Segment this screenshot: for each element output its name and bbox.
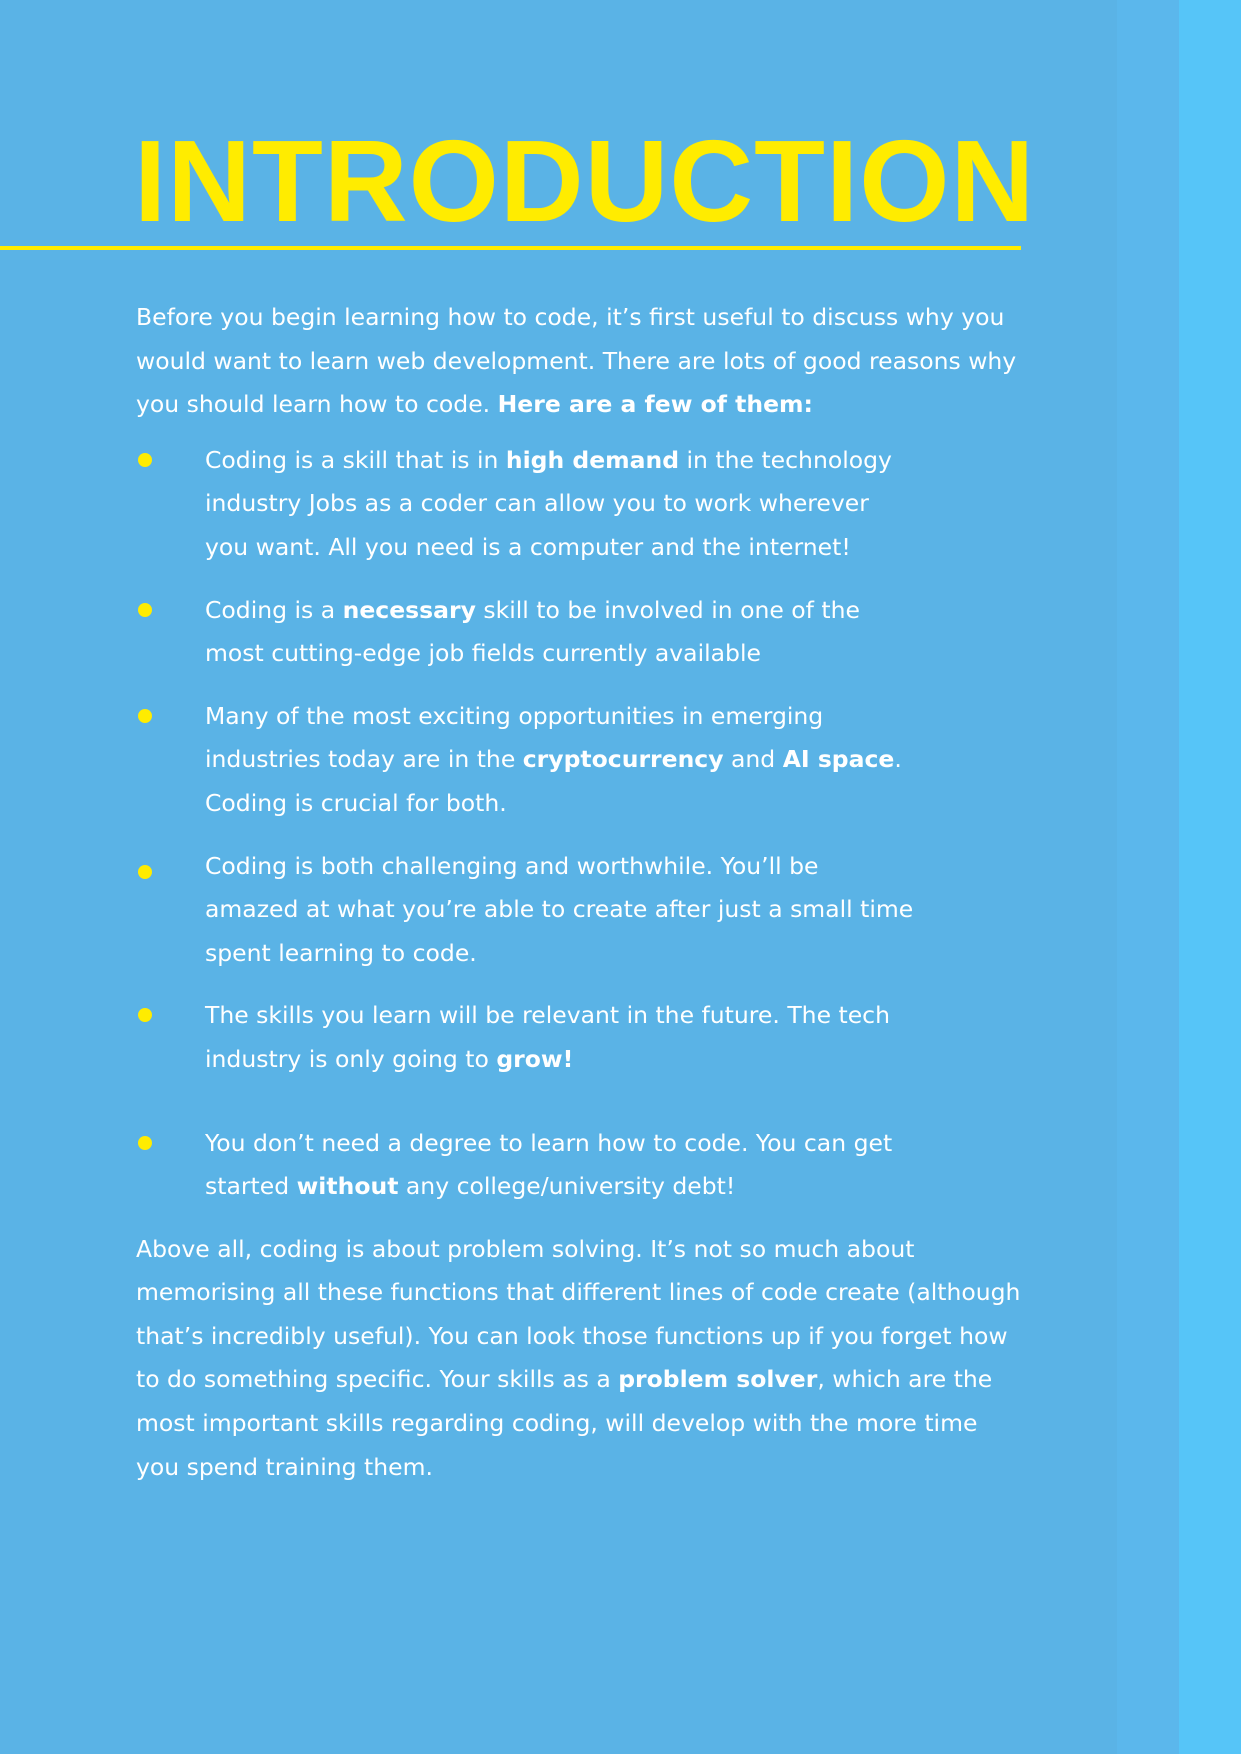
edge-stripe: [1179, 0, 1241, 1754]
body-content: [136, 296, 1026, 1489]
bullet-dot-icon: [138, 453, 152, 467]
title-underline: [0, 246, 1021, 250]
list-item: The skills you learn will be relevant in the future. The tech industry is only going to grow!: [136, 994, 915, 1081]
bullet-dot-icon: [138, 709, 152, 723]
page-title: INTRODUCTION: [134, 116, 1036, 246]
bullet-dot-icon: [138, 1008, 152, 1022]
reasons-list: [136, 439, 1026, 1209]
intro-text: Before you begin learning how to code, it’s first useful to discuss why you would want to learn web development. There are lots of good reasons why you should learn how to code.: [136, 303, 1017, 419]
intro-paragraph: [136, 296, 1026, 427]
list-item: Coding is both challenging and worthwhile. You’ll be amazed at what you’re able to create after just a small time spent learning to code.: [136, 845, 915, 976]
bullet-dot-icon: [138, 865, 152, 879]
list-item: Coding is a skill that is in high demand in the technology industry Jobs as a coder can allow you to work wherever you want. All you need is a computer and the internet!: [136, 439, 915, 570]
list-item: Many of the most exciting opportunities in emerging industries today are in the cryptocurrency and AI space. Coding is crucial for both.: [136, 695, 915, 826]
closing-bold: problem solver: [618, 1365, 818, 1394]
bullet-dot-icon: [138, 603, 152, 617]
list-item: You don’t need a degree to learn how to code. You can get started without any college/university debt!: [136, 1122, 915, 1209]
list-item: Coding is a necessary skill to be involved in one of the most cutting-edge job fields currently available: [136, 589, 915, 676]
intro-bold: Here are a few of them:: [497, 390, 813, 419]
bullet-dot-icon: [138, 1136, 152, 1150]
closing-paragraph: Above all, coding is about problem solving. It’s not so much about memorising all these functions that different lines of code create (although that’s incredibly useful). You can look those functions up if you forget how to do something specific. Your skills as a problem solver, which are the most important skills regarding coding, will develop with the more time you spend training them.: [136, 1234, 1021, 1481]
side-stripe: [1117, 0, 1179, 1754]
